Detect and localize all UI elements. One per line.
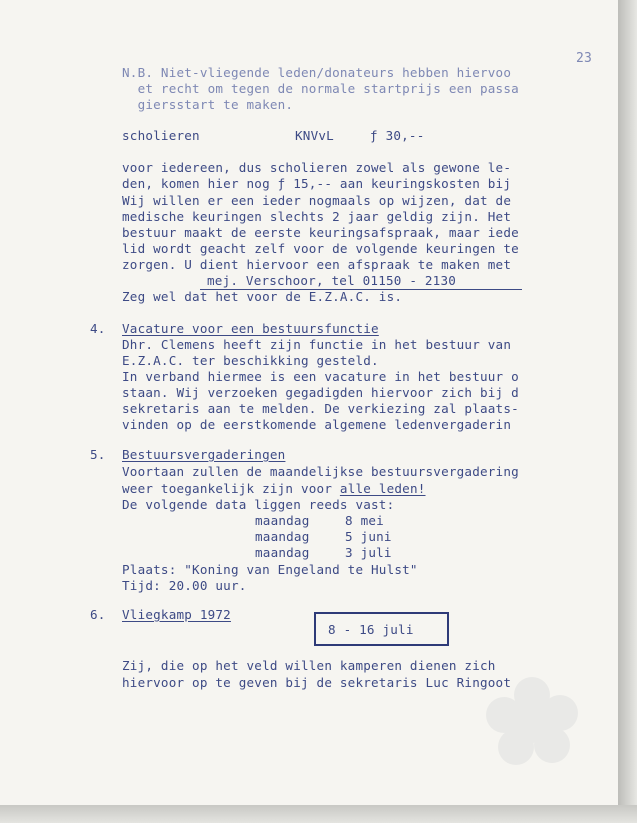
section4-number: 4. <box>90 321 106 336</box>
date-1-day: maandag <box>255 513 310 528</box>
para1-line-4: medische keuringen slechts 2 jaar geldig zijn. Het <box>122 209 512 224</box>
date-2-day: maandag <box>255 529 310 544</box>
section4-line-2: E.Z.A.C. ter beschikking gesteld. <box>122 353 379 368</box>
section5-number: 5. <box>90 447 106 462</box>
date-3-date: 3 juli <box>345 545 392 560</box>
section5-time: Tijd: 20.00 uur. <box>122 578 247 593</box>
note-line-1: N.B. Niet-vliegende leden/donateurs hebben hiervoo <box>122 65 512 80</box>
section5-line-1: Voortaan zullen de maandelijkse bestuursvergadering <box>122 464 519 479</box>
para1-line-2: den, komen hier nog ƒ 15,-- aan keuringskosten bij <box>122 176 512 191</box>
fee-org: KNVvL <box>295 128 334 143</box>
alle-leden-emphasis: alle leden! <box>339 481 426 496</box>
date-3-day: maandag <box>255 545 310 560</box>
section4-line-6: vinden op de eerstkomende algemene ledenvergaderin <box>122 417 512 432</box>
section6-number: 6. <box>90 607 106 622</box>
fee-label: scholieren <box>122 128 200 143</box>
camp-dates: 8 - 16 juli <box>328 622 414 637</box>
section4-line-3: In verband hiermee is een vacature in het bestuur o <box>122 369 519 384</box>
section5-line-2-text: weer toegankelijk zijn voor <box>122 481 340 496</box>
page-edge <box>618 0 637 823</box>
bottom-edge <box>0 805 637 823</box>
flower-watermark-icon <box>472 675 592 775</box>
para1-line-6: lid wordt geacht zelf voor de volgende keuringen te <box>122 241 519 256</box>
page-number: 23 <box>576 51 593 66</box>
date-2-date: 5 juni <box>345 529 392 544</box>
section6-heading: Vliegkamp 1972 <box>122 607 231 622</box>
note-line-2: et recht om tegen de normale startprijs een passa <box>122 81 519 96</box>
para1-line-5: bestuur maakt de eerste keuringsafspraak, maar iede <box>122 225 519 240</box>
section6-line-1: Zij, die op het veld willen kamperen dienen zich <box>122 658 496 673</box>
section4-line-1: Dhr. Clemens heeft zijn functie in het bestuur van <box>122 337 512 352</box>
section4-heading: Vacature voor een bestuursfunctie <box>122 321 379 336</box>
fee-amount: ƒ 30,-- <box>370 128 425 143</box>
para1-line-1: voor iedereen, dus scholieren zowel als gewone le- <box>122 160 512 175</box>
section6-line-2: hiervoor op te geven bij de sekretaris Luc Ringoot <box>122 675 512 690</box>
section4-line-4: staan. Wij verzoeken gegadigden hiervoor zich bij d <box>122 385 519 400</box>
section5-heading: Bestuursvergaderingen <box>122 447 286 462</box>
note-line-3: giersstart te maken. <box>122 97 294 112</box>
section5-line-3: De volgende data liggen reeds vast: <box>122 497 395 512</box>
para1-line-7: zorgen. U dient hiervoor een afspraak te maken met <box>122 257 512 272</box>
date-1-date: 8 mei <box>345 513 384 528</box>
section4-line-5: sekretaris aan te melden. De verkiezing zal plaats- <box>122 401 519 416</box>
section5-place: Plaats: "Koning van Engeland te Hulst" <box>122 562 418 577</box>
contact-line: mej. Verschoor, tel 01150 - 2130 <box>207 273 457 288</box>
section5-line-2 <box>122 481 426 496</box>
para1-line-3: Wij willen er een ieder nogmaals op wijzen, dat de <box>122 193 512 208</box>
para1-last-line: Zeg wel dat het voor de E.Z.A.C. is. <box>122 289 403 304</box>
